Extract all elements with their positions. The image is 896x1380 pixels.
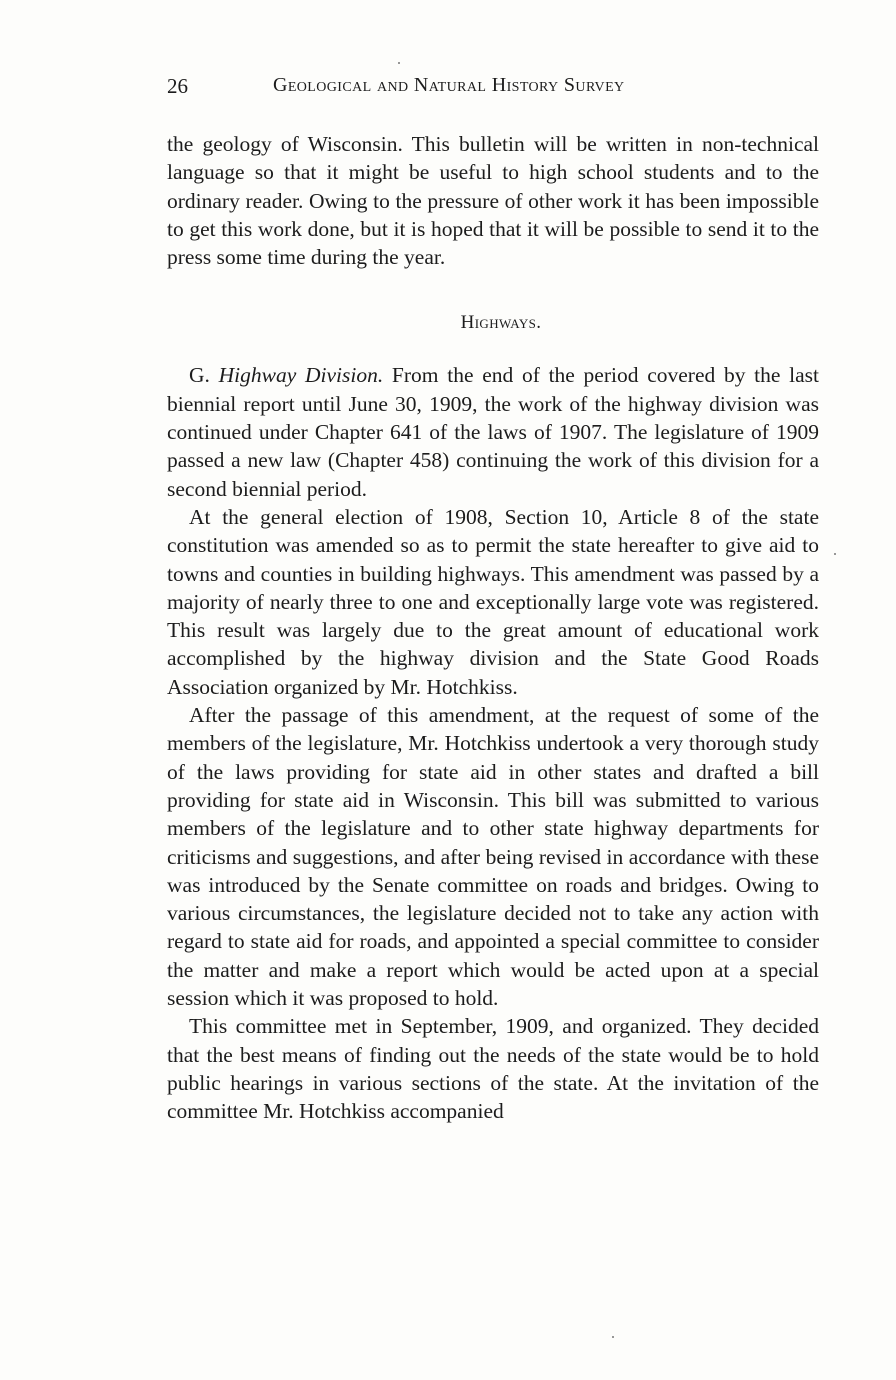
page-number: 26 bbox=[167, 74, 188, 98]
section-heading: Highways. bbox=[460, 312, 542, 334]
paragraph-highway-division bbox=[167, 361, 819, 502]
paper-speck bbox=[612, 1336, 614, 1338]
paper-speck bbox=[834, 553, 836, 555]
division-text: From the end of the period covered by the last biennial report until June 30, 1909, the work of the highway division was continued under Chapter 641 of the laws of 1907. The legislature of 1909 passed a new law (Chapter 458) continuing the work of this division for a second biennial period. bbox=[167, 363, 819, 501]
continued-paragraph: the geology of Wisconsin. This bulletin will be written in non-technical language so that it might be useful to high school students and to the ordinary reader. Owing to the pressure of other work it has been impossible to get this work done, but it is hoped that it will be possible to send it to the press some time during the year. bbox=[167, 132, 819, 270]
division-label: G. bbox=[189, 363, 210, 388]
division-title: Highway Division. bbox=[218, 363, 384, 388]
running-title: Geological and Natural History Survey bbox=[273, 74, 625, 96]
paragraph-committee-hearings: This committee met in September, 1909, and organized. They decided that the best means of finding out the needs of the state would be to hold public hearings in various sections of the state. At the invitation of the committee Mr. Hotchkiss accompanied bbox=[167, 1014, 819, 1124]
paragraph-state-aid-bill: After the passage of this amendment, at the request of some of the members of the legislature, Mr. Hotchkiss undertook a very thorough study of the laws providing for state aid in other states and drafted a bill providing for state aid in Wisconsin. This bill was submitted to various members of the legislature and to other state highway departments for criticisms and suggestions, and after being revised in accordance with these was introduced by the Senate committee on roads and bridges. Owing to various circumstances, the legislature decided not to take any action with regard to state aid for roads, and appointed a special committee to consider the matter and make a report which would be acted upon at a special session which it was proposed to hold. bbox=[167, 703, 819, 1011]
page-content bbox=[167, 74, 819, 1126]
body-text bbox=[167, 130, 819, 1126]
running-header bbox=[167, 74, 819, 108]
paper-speck bbox=[398, 62, 400, 64]
paragraph-constitution-amendment: At the general election of 1908, Section 10, Article 8 of the state constitution was amended so as to permit the state hereafter to give aid to towns and counties in building highways. This amendment was passed by a majority of nearly three to one and exceptionally large vote was registered. This result was largely due to the great amount of educational work accomplished by the highway division and the State Good Roads Association organized by Mr. Hotchkiss. bbox=[167, 504, 819, 699]
